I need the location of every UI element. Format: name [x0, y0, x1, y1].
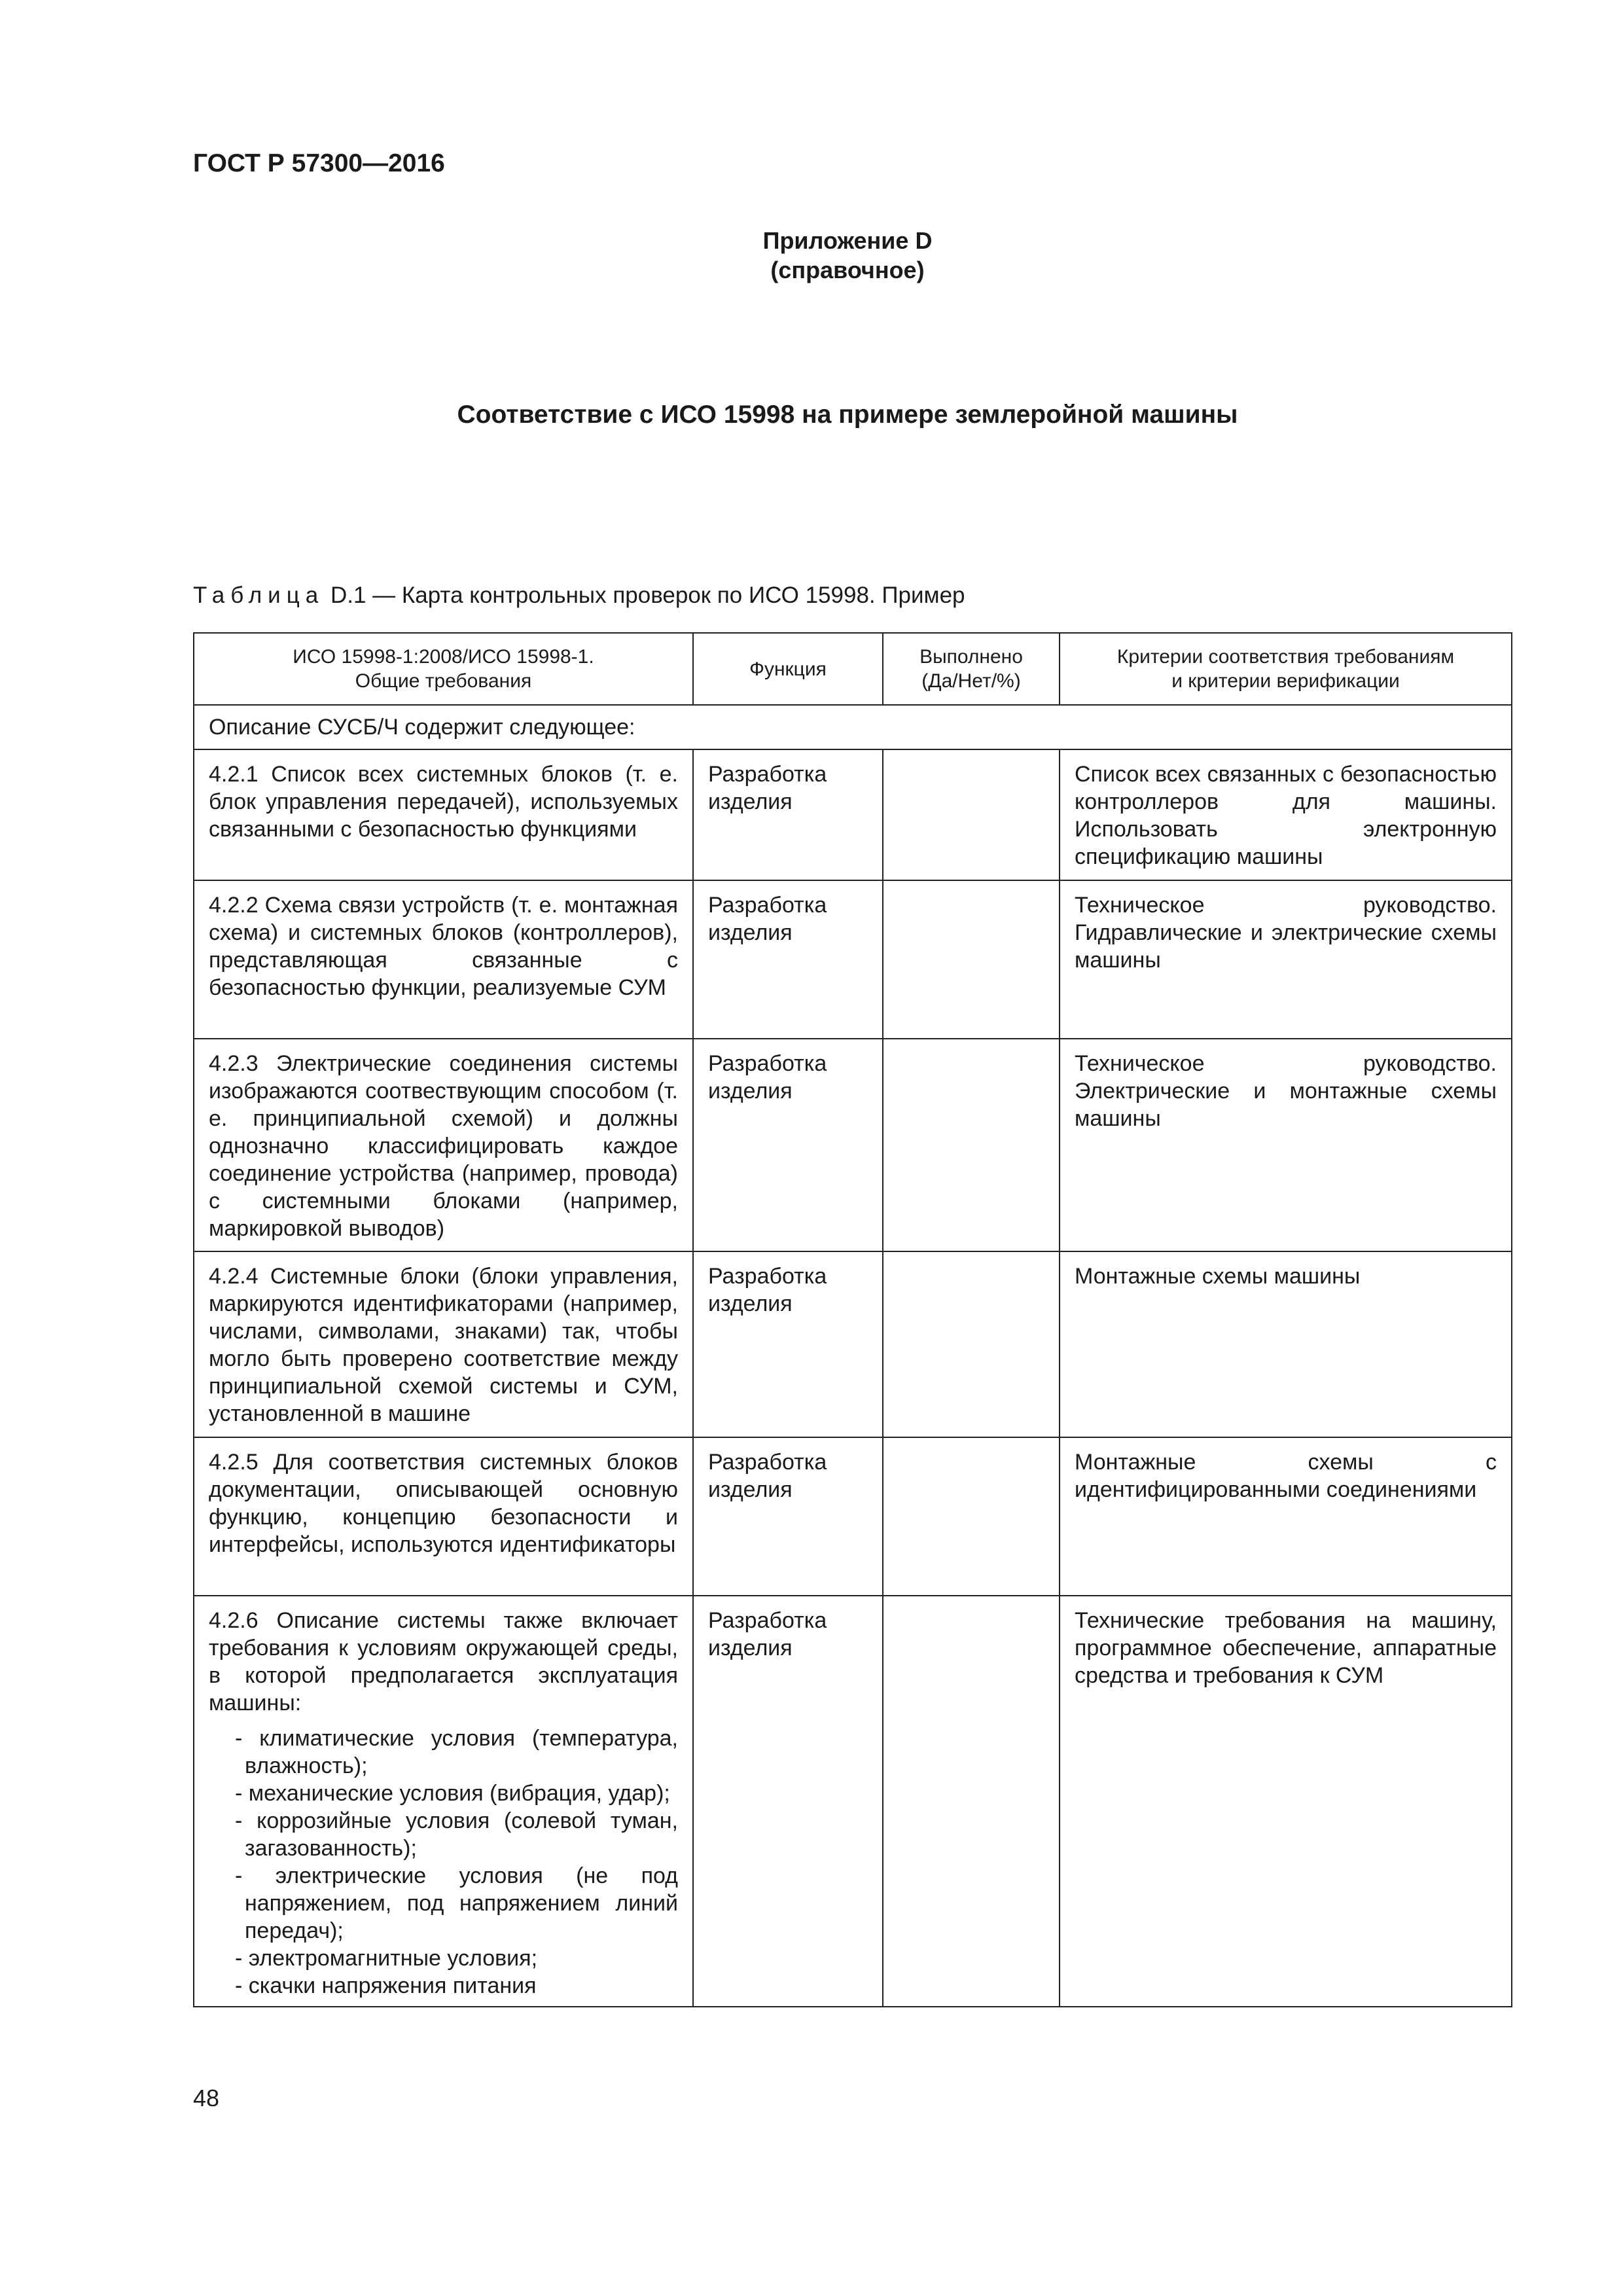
- annex-title: Приложение D: [762, 227, 933, 254]
- criteria-cell: Монтажные схемы с идентифицированными соединениями: [1060, 1437, 1512, 1596]
- criteria-cell: Монтажные схемы машины: [1060, 1251, 1512, 1437]
- done-cell: [883, 749, 1060, 880]
- table-caption: [193, 583, 965, 609]
- done-cell: [883, 1596, 1060, 2007]
- function-cell: Разработка изделия: [693, 749, 883, 880]
- annex-heading: [0, 226, 1623, 285]
- header-line: Функция: [749, 658, 827, 680]
- header-function: [693, 633, 883, 705]
- header-line: Критерии соответствия требованиям: [1116, 646, 1455, 668]
- header-line: Выполнено: [919, 646, 1023, 668]
- criteria-cell: Технические требования на машину, программное обеспечение, аппаратные средства и требования к СУМ: [1060, 1596, 1512, 2007]
- table-row: [194, 749, 1512, 880]
- table-row: [194, 880, 1512, 1039]
- section-row: [194, 705, 1512, 749]
- list-item: - электрические условия (не под напряжением, под напряжением линий передач);: [235, 1863, 678, 1943]
- list-item: - коррозийные условия (солевой туман, загазованность);: [235, 1808, 678, 1861]
- requirement-cell: 4.2.5 Для соответствия системных блоков документации, описывающей основную функцию, концепцию безопасности и интерфейсы, используются идентификаторы: [194, 1437, 693, 1596]
- header-requirements: [194, 633, 693, 705]
- requirement-text: 4.2.6 Описание системы также включает требования к условиям окружающей среды, в которой предполагается эксплуатация машины:: [209, 1608, 678, 1715]
- criteria-cell: Техническое руководство. Электрические и монтажные схемы машины: [1060, 1039, 1512, 1251]
- header-line: (Да/Нет/%): [921, 670, 1021, 692]
- section-row-text: Описание СУСБ/Ч содержит следующее:: [194, 705, 1512, 749]
- header-line: ИСО 15998-1:2008/ИСО 15998-1.: [293, 646, 594, 668]
- table-caption-text: D.1 — Карта контрольных проверок по ИСО 15998. Пример: [330, 583, 965, 608]
- requirement-cell: 4.2.2 Схема связи устройств (т. е. монтажная схема) и системных блоков (контроллеров), представляющая связанные с безопасностью функции, реализуемые СУМ: [194, 880, 693, 1039]
- environment-conditions-list: [209, 1725, 678, 2000]
- function-cell: Разработка изделия: [693, 1039, 883, 1251]
- header-done: [883, 633, 1060, 705]
- table-row: [194, 1437, 1512, 1596]
- document-title: Соответствие с ИСО 15998 на примере землеройной машины: [457, 401, 1238, 429]
- table-row: [194, 1596, 1512, 2007]
- done-cell: [883, 880, 1060, 1039]
- requirement-cell: 4.2.1 Список всех системных блоков (т. е. блок управления передачей), используемых связанными с безопасностью функциями: [194, 749, 693, 880]
- annex-status: (справочное): [770, 257, 925, 283]
- table-header-row: [194, 633, 1512, 705]
- requirement-cell: [194, 1596, 693, 2007]
- criteria-cell: Техническое руководство. Гидравлические и электрические схемы машины: [1060, 880, 1512, 1039]
- done-cell: [883, 1039, 1060, 1251]
- function-cell: Разработка изделия: [693, 880, 883, 1039]
- header-line: Общие требования: [355, 670, 532, 692]
- requirement-cell: 4.2.4 Системные блоки (блоки управления, маркируются идентификаторами (например, числами, символами, знаками) так, чтобы могло быть проверено соответствие между принципиальной схемой системы и СУМ, установленной в машине: [194, 1251, 693, 1437]
- header-criteria: [1060, 633, 1512, 705]
- requirement-cell: 4.2.3 Электрические соединения системы изображаются соотвествующим способом (т. е. принципиальной схемой) и должны однозначно классифицировать каждое соединение устройства (например, провода) с системными блоками (например, маркировкой выводов): [194, 1039, 693, 1251]
- function-cell: Разработка изделия: [693, 1596, 883, 2007]
- function-cell: Разработка изделия: [693, 1251, 883, 1437]
- table-row: [194, 1039, 1512, 1251]
- list-item: - скачки напряжения питания: [235, 1973, 537, 1998]
- function-cell: Разработка изделия: [693, 1437, 883, 1596]
- standard-code: ГОСТ Р 57300—2016: [193, 149, 445, 177]
- checklist-table: [193, 632, 1512, 2007]
- list-item: - электромагнитные условия;: [235, 1946, 538, 1971]
- table-caption-prefix: Таблица: [193, 583, 325, 608]
- list-item: - климатические условия (температура, влажность);: [235, 1726, 678, 1778]
- done-cell: [883, 1251, 1060, 1437]
- header-line: и критерии верификации: [1171, 670, 1400, 692]
- criteria-cell: Список всех связанных с безопасностью контроллеров для машины. Использовать электронную спецификацию машины: [1060, 749, 1512, 880]
- page-number: 48: [193, 2085, 220, 2111]
- done-cell: [883, 1437, 1060, 1596]
- list-item: - механические условия (вибрация, удар);: [235, 1781, 670, 1806]
- table-row: [194, 1251, 1512, 1437]
